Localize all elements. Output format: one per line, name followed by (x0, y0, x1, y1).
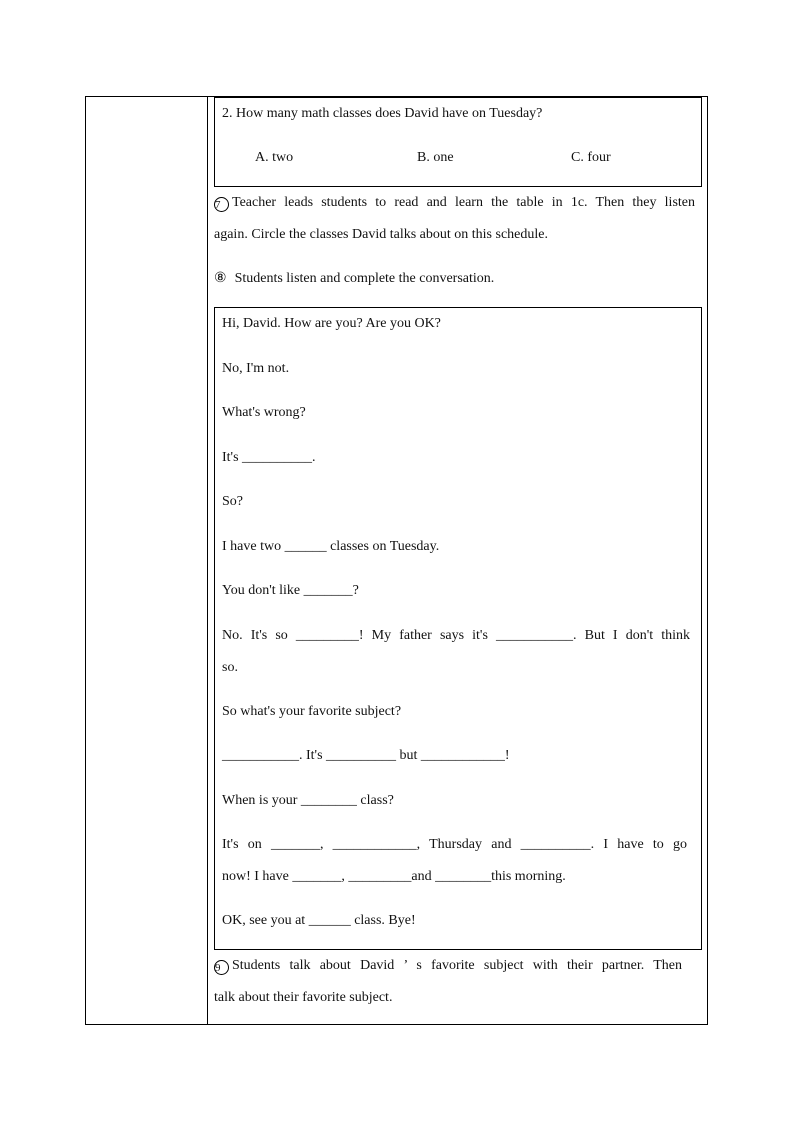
conversation-line: It's __________. (222, 450, 316, 465)
conversation-line: OK, see you at ______ class. Bye! (222, 913, 416, 928)
option-a: A. two (255, 150, 294, 165)
step-7-number: 7 (214, 197, 229, 212)
step-9-line-1 (214, 958, 682, 975)
step-9-number: 9 (214, 960, 229, 975)
conversation-line: No. It's so _________! My father says it's ___________. But I don't think (222, 628, 690, 643)
conversation-line: ___________. It's __________ but ____________! (222, 748, 510, 763)
conversation-line: Hi, David. How are you? Are you OK? (222, 316, 441, 331)
step-8-number: ⑧ (214, 271, 227, 286)
option-c: C. four (571, 150, 611, 165)
step-9-line-2: talk about their favorite subject. (214, 990, 393, 1005)
step-7-line-1 (214, 195, 695, 212)
conversation-line: now! I have _______, _________and ________this morning. (222, 869, 566, 884)
conversation-line: So what's your favorite subject? (222, 704, 402, 719)
option-b: B. one (417, 150, 454, 165)
step-8-line (214, 271, 494, 287)
conversation-line: What's wrong? (222, 405, 306, 420)
conversation-line: When is your ________ class? (222, 793, 394, 808)
conversation-line: It's on _______, ____________, Thursday and __________. I have to go (222, 837, 687, 852)
step-8-text: Students listen and complete the conversation. (234, 271, 495, 286)
question-2-text: 2. How many math classes does David have on Tuesday? (222, 106, 543, 121)
conversation-line: No, I'm not. (222, 361, 290, 376)
column-divider (207, 96, 208, 1025)
conversation-line: I have two ______ classes on Tuesday. (222, 539, 440, 554)
conversation-line: You don't like _______? (222, 583, 359, 598)
step-9-text-1: Students talk about David ’ s favorite subject with their partner. Then (232, 958, 682, 973)
conversation-line: so. (222, 660, 238, 675)
conversation-line: So? (222, 494, 243, 509)
step-7-text-1: Teacher leads students to read and learn the table in 1c. Then they listen (232, 195, 695, 210)
step-7-line-2: again. Circle the classes David talks about on this schedule. (214, 227, 548, 242)
